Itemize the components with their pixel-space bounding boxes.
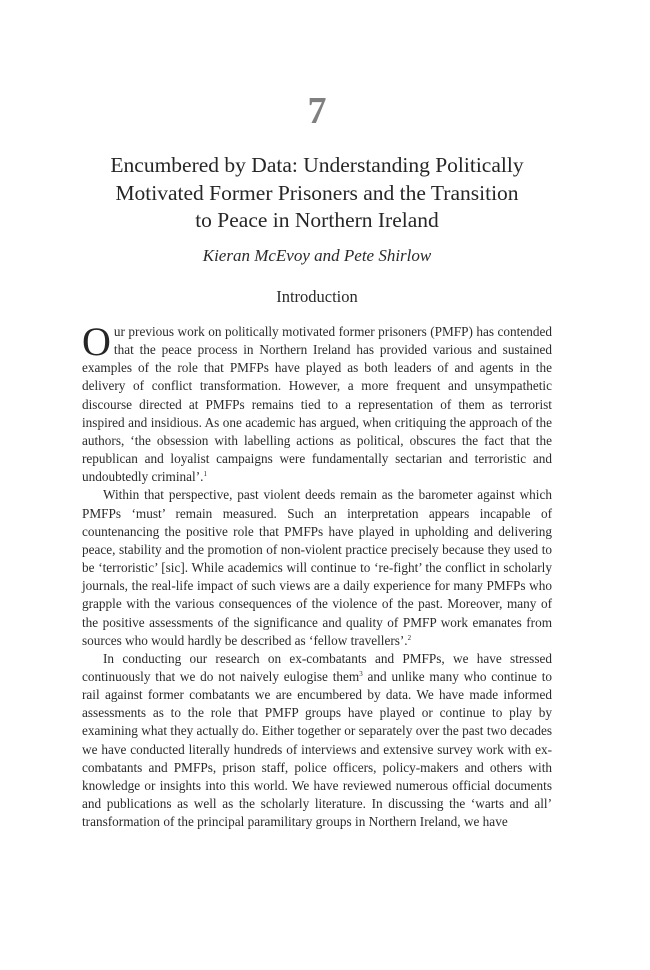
- footnote-marker: 3: [359, 669, 363, 678]
- chapter-title-line: Motivated Former Prisoners and the Transition: [115, 180, 519, 205]
- chapter-title: [82, 152, 552, 235]
- drop-cap: O: [82, 319, 111, 364]
- paragraph-text: and unlike many who continue to rail against former combatants we are encumbered by data. We have made informed assessments as to the role that PMFP groups have played or continue to play by examining what they actually do. Either together or separately over the past two decades we have conducted literally hundreds of interviews and extensive survey work with ex-combatants and PMFPs, prison staff, police officers, policy-makers and others with knowledge or insights into this world. We have reviewed numerous official documents and publications as well as the scholarly literature. In discussing the ‘warts and all’ transformation of the principal paramilitary groups in Northern Ireland, we have: [82, 668, 552, 830]
- chapter-title-line: to Peace in Northern Ireland: [195, 208, 439, 232]
- chapter-number: 7: [307, 90, 327, 132]
- body-text: [82, 319, 552, 831]
- chapter-authors: Kieran McEvoy and Pete Shirlow: [202, 246, 432, 265]
- footnote-marker: 1: [203, 470, 207, 479]
- footnote-marker: 2: [407, 633, 412, 642]
- chapter-title-line: Encumbered by Data: Understanding Politically: [110, 153, 524, 177]
- paragraph: [82, 486, 552, 649]
- paragraph: [82, 319, 552, 486]
- section-heading: Introduction: [276, 287, 358, 306]
- paragraph: [82, 650, 552, 832]
- paragraph-text: Within that perspective, past violent deeds remain as the barometer against which PMFPs ‘must’ remain measured. Such an interpretation appears incapable of countenancing the positive role that PMFPs have played in upholding and delivering peace, stability and the promotion of non-violent practice precisely because they used to be ‘terroristic’ [sic]. While academics will continue to ‘re-fight’ the conflict in scholarly journals, the real-life impact of such views are a daily experience for many PMFPs who grapple with the various consequences of the violence of the past. Moreover, many of the positive assessments of the significance and quality of PMFP work emanates from sources who would hardly be described as ‘fellow travellers’.: [82, 487, 552, 648]
- paragraph-text: In conducting our research on ex-combatants and PMFPs, we have stressed continuously that we do not naively eulogise them: [82, 650, 552, 684]
- paragraph-text: ur previous work on politically motivated former prisoners (PMFP) has contended that the peace process in Northern Ireland has provided various and sustained examples of the role that PMFPs have played as both leaders of and agents in the delivery of conflict transformation. However, a more frequent and unsympathetic discourse directed at PMFPs remains tied to a representation of them as terrorist inspired and insidious. As one academic has argued, when critiquing the approach of the authors, ‘the obsession with labelling actions as political, obscures the fact that the republican and loyalist campaigns were fundamentally sectarian and terroristic and undoubtedly criminal’.: [82, 324, 552, 485]
